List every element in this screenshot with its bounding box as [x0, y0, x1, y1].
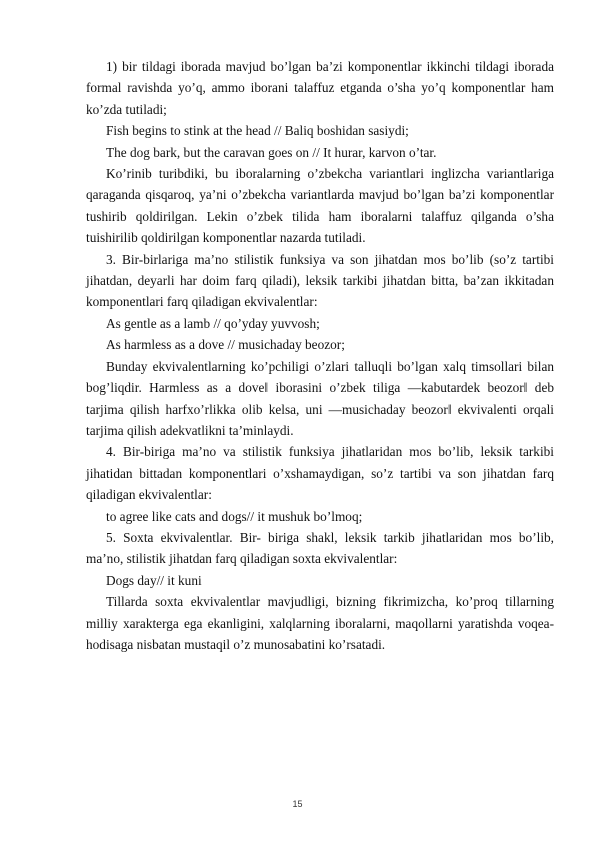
paragraph-bunday: Bunday ekvivalentlarning ko’pchiligi o’zlari talluqli bo’lgan xalq timsollari bilan bog’liqdir. Harmless as a dove‖ iborasini o’zbek tiliga ―kabutardek beozor‖ deb tarjima qilish harfxo’rlikka olib kelsa, uni ―musichaday beozor‖ ekvivalenti orqali tarjima qilish adekvatlikni ta’minlaydi. — [86, 358, 554, 438]
paragraph-5: 5. Soxta ekvivalentlar. Bir- biriga shakl, leksik tarkib jihatlaridan mos bo’lib, ma’no, stilistik jihatdan farq qiladigan soxta ekvivalentlar: — [86, 529, 554, 567]
paragraph-3: 3. Bir-birlariga ma’no stilistik funksiya va son jihatdan mos bo’lib (so’z tartibi jihatdan, deyarli har doim farq qiladi), leksik tarkibi jihatdan bitta, ba’zan ikkitadan komponentlari farq qiladigan ekvivalentlar: — [86, 251, 554, 310]
example-dog-bark: The dog bark, but the caravan goes on // It hurar, karvon o’tar. — [106, 144, 437, 160]
example-fish: Fish begins to stink at the head // Baliq boshidan sasiydi; — [106, 123, 409, 139]
paragraph-conclusion: Tillarda soxta ekvivalentlar mavjudligi, bizning fikrimizcha, ko’proq tillarning milliy xarakterga ega ekanligini, xalqlarning iboralarni, maqollarni yaratishda voqea-hodisaga nisbatan mustaqil o’z munosabatini ko’rsatadi. — [86, 594, 554, 652]
page-body — [86, 56, 554, 655]
example-dogs-day: Dogs day// it kuni — [106, 572, 202, 588]
paragraph-4: 4. Bir-biriga ma’no va stilistik funksiya jihatlaridan mos bo’lib, leksik tarkibi jihatidan bittadan komponentlari o’xshamaydigan, so’z tartibi va son jihatdan farq qiladigan ekvivalentlar: — [86, 444, 554, 503]
example-dove: As harmless as a dove // musichaday beozor; — [106, 337, 345, 353]
example-lamb: As gentle as a lamb // qo’yday yuvvosh; — [106, 315, 320, 331]
paragraph-explanation: Ko’rinib turibdiki, bu iboralarning o’zbekcha variantlari inglizcha variantlariga qaraganda qisqaroq, ya’ni o’zbekcha variantlarda mavjud bo’lgan ba’zi komponentlar tushirib qoldirilgan. Lekin o’zbek tilida ham iboralarni talaffuz qilganda o’sha tuishirilib qoldirilgan komponentlar nazarda tutiladi. — [86, 166, 554, 246]
example-cats-dogs: to agree like cats and dogs// it mushuk bo’lmoq; — [106, 508, 363, 524]
page-number: 15 — [292, 799, 303, 809]
paragraph-1: 1) bir tildagi iborada mavjud bo’lgan ba’zi komponentlar ikkinchi tildagi iborada formal ravishda yo’q, ammo iborani talaffuz etganda o’sha yo’q komponentlar ham ko’zda tutiladi; — [86, 59, 554, 117]
